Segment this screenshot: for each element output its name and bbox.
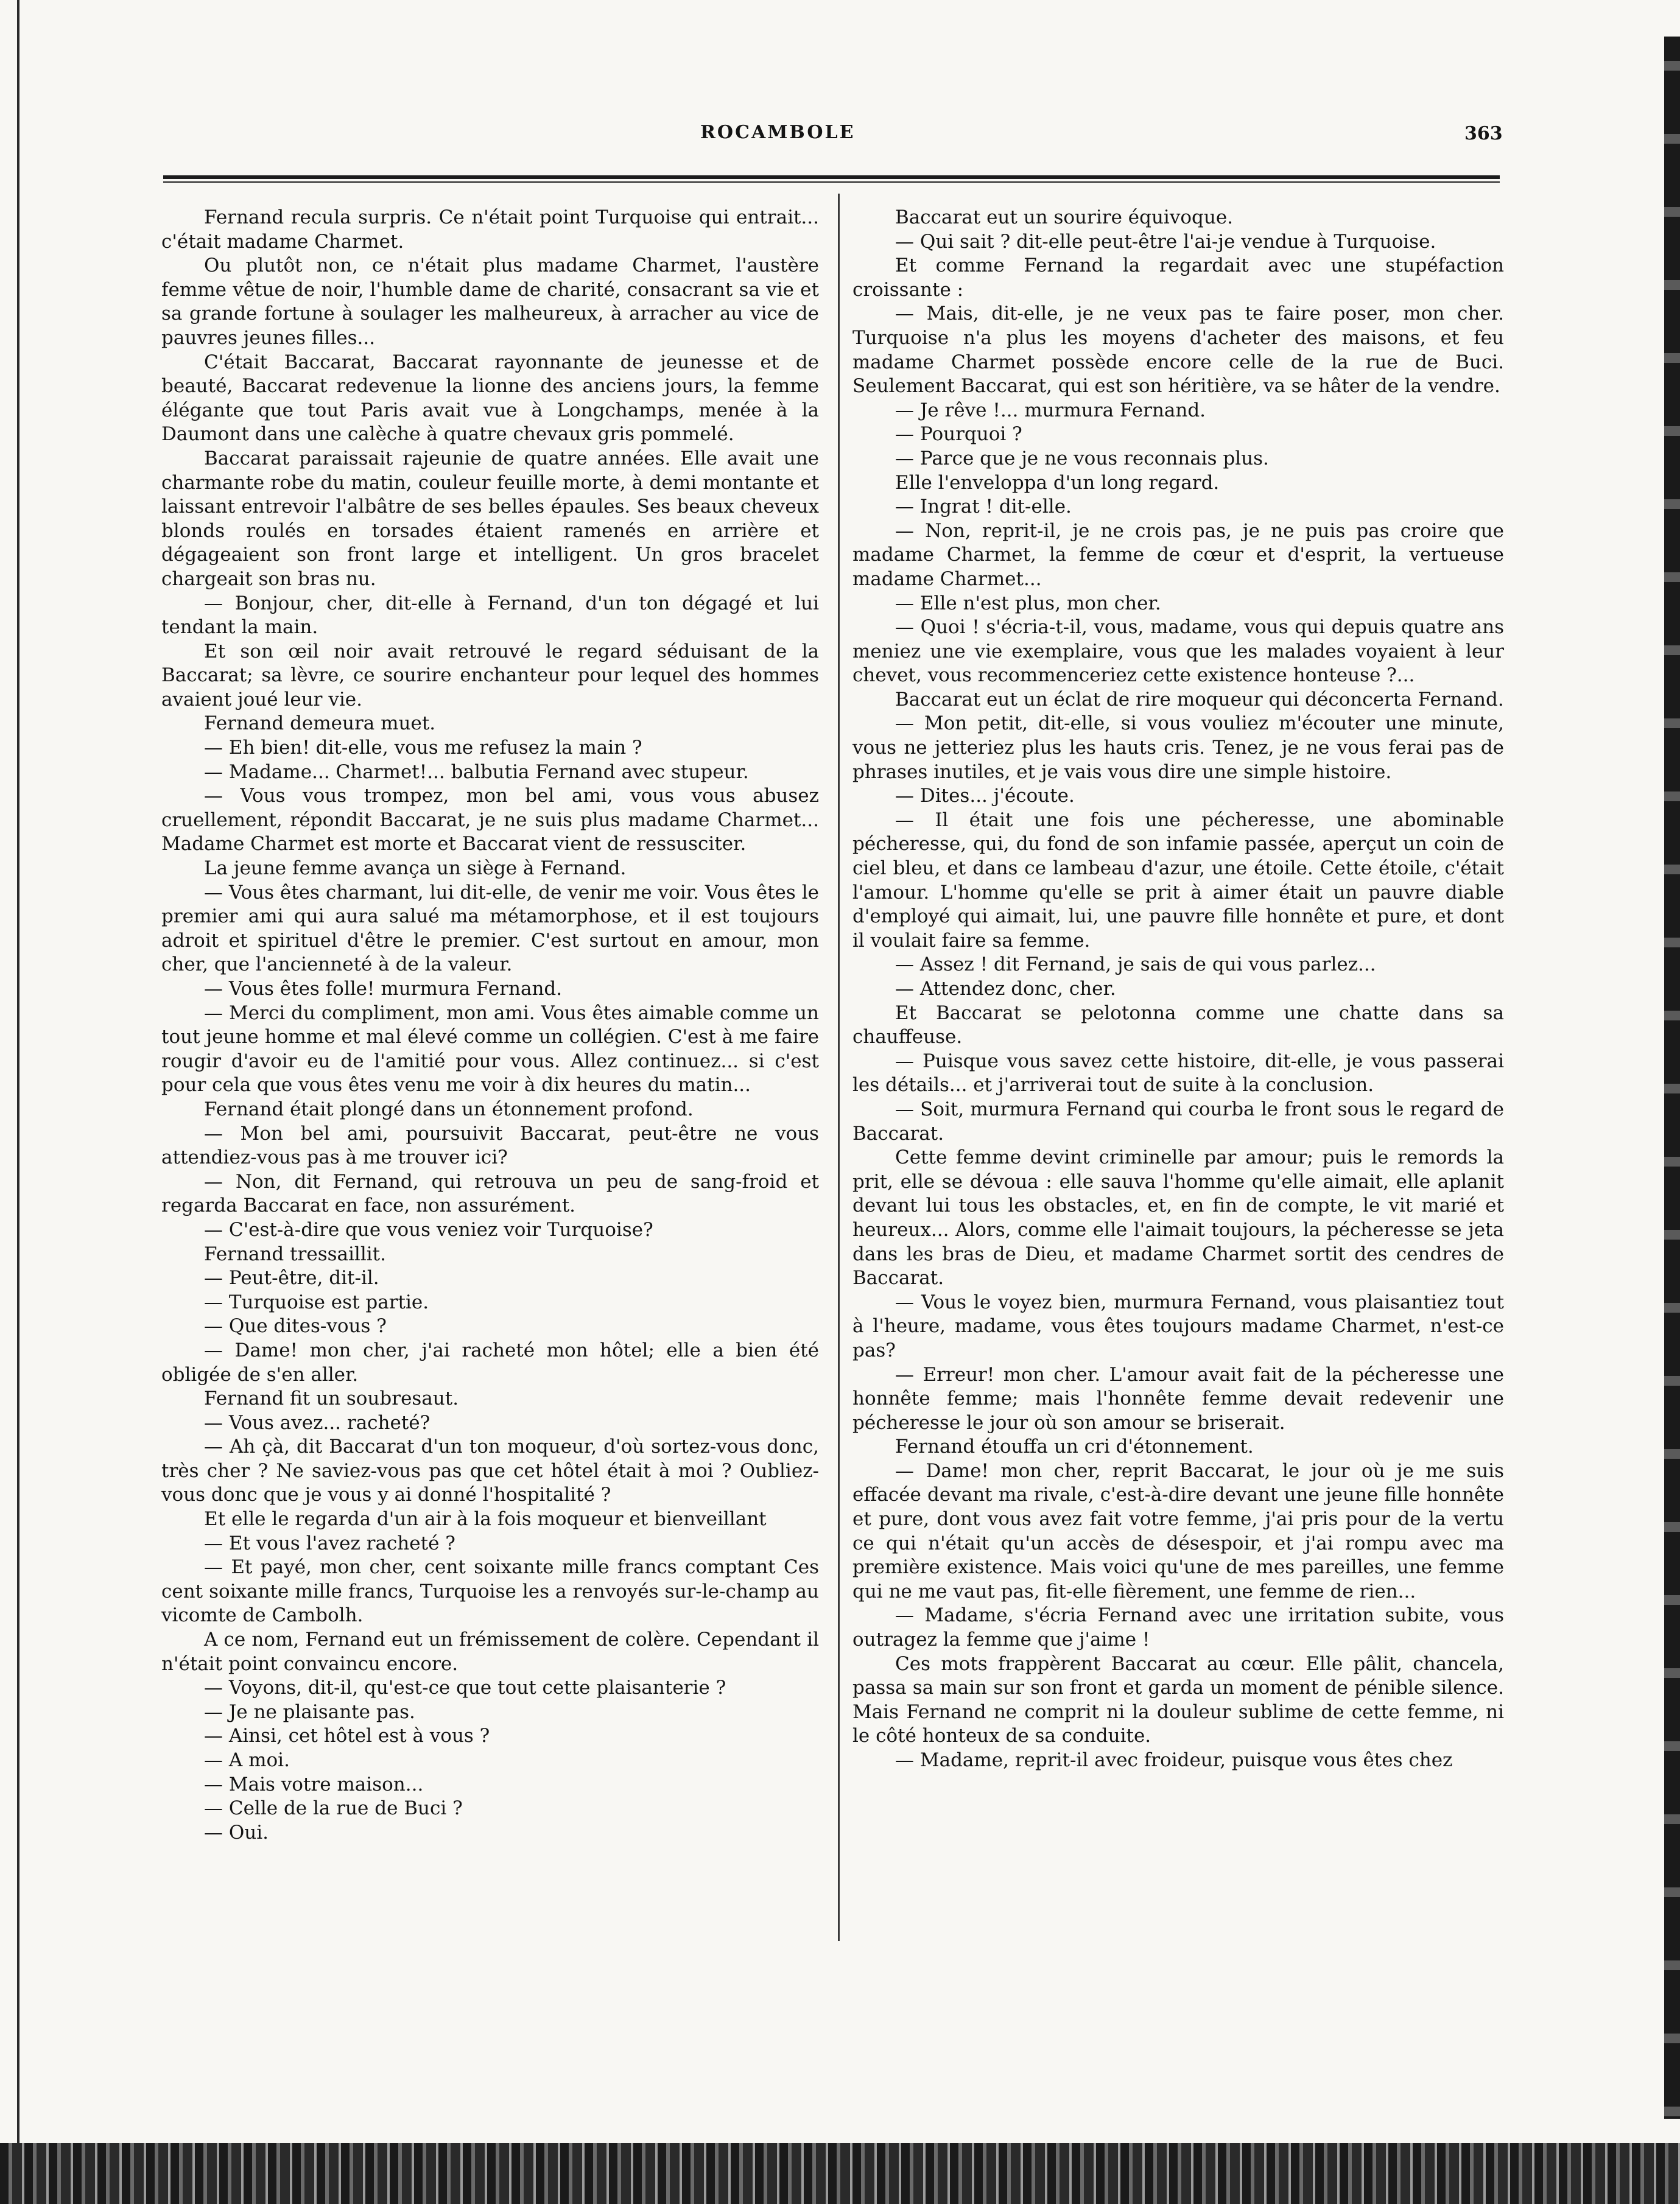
paragraph: — Non, dit Fernand, qui retrouva un peu de sang-froid et regarda Baccarat en face, non assurément. <box>161 1170 819 1217</box>
header-rule <box>163 175 1500 183</box>
paragraph: Fernand étouffa un cri d'étonnement. <box>895 1436 1254 1458</box>
paragraph: — Ah çà, dit Baccarat d'un ton moqueur, d'où sortez-vous donc, très cher ? Ne saviez-vous pas que cet hôtel était à moi ? Oubliez-vous donc que je vous y ai donné l'hospitalité ? <box>161 1436 819 1506</box>
right-scan-edge <box>1664 37 1680 2119</box>
paragraph: — Vous vous trompez, mon bel ami, vous vous abusez cruellement, répondit Baccarat, je ne suis plus madame Charmet... Madame Charmet est morte et Baccarat vient de ressusciter. <box>161 785 819 855</box>
paragraph: — Vous avez... racheté? <box>204 1411 431 1434</box>
paragraph: — Qui sait ? dit-elle peut-être l'ai-je vendue à Turquoise. <box>895 230 1436 253</box>
paragraph: — A moi. <box>204 1749 290 1771</box>
paragraph: Et Baccarat se pelotonna comme une chatte dans sa chauffeuse. <box>852 1002 1504 1048</box>
paragraph: — Madame... Charmet!... balbutia Fernand avec stupeur. <box>204 760 749 783</box>
paragraph: — Turquoise est partie. <box>204 1291 429 1313</box>
paragraph: — Elle n'est plus, mon cher. <box>895 592 1161 614</box>
paragraph: — Erreur! mon cher. L'amour avait fait de la pécheresse une honnête femme; mais l'honnête femme devait redevenir une pécheresse le jour où son amour se briserait. <box>852 1363 1504 1434</box>
paragraph: — Mon bel ami, poursuivit Baccarat, peut-être ne vous attendiez-vous pas à me trouver ici? <box>161 1122 819 1169</box>
column-divider <box>838 194 840 1941</box>
paragraph: — Mon petit, dit-elle, si vous vouliez m'écouter une minute, vous ne jetteriez plus les hauts cris. Tenez, je ne vous ferai pas de phrases inutiles, et je vais vous dire une simple histoire. <box>852 712 1504 783</box>
paragraph: — Madame, s'écria Fernand avec une irritation subite, vous outragez la femme que j'aime ! <box>852 1604 1504 1651</box>
paragraph: — Et payé, mon cher, cent soixante mille francs comptant Ces cent soixante mille francs, Turquoise les a renvoyés sur-le-champ au vicomte de Cambolh. <box>161 1556 819 1627</box>
paragraph: — Que dites-vous ? <box>204 1315 387 1338</box>
paragraph: — Oui. <box>204 1821 269 1844</box>
paragraph: — Merci du compliment, mon ami. Vous êtes aimable comme un tout jeune homme et mal élevé comme un collégien. C'est à me faire rougir d'avoir eu de l'amitié pour vous. Allez continuez... si c'est pour cela que vous êtes venu me voir à dix heures du matin... <box>161 1002 819 1097</box>
paragraph: — Mais, dit-elle, je ne veux pas te faire poser, mon cher. Turquoise n'a plus les moyens d'acheter des maisons, et feu madame Charmet possède encore celle de la rue de Buci. Seulement Baccarat, qui est son héritière, va se hâter de la vendre. <box>852 303 1504 398</box>
paragraph: — Quoi ! s'écria-t-il, vous, madame, vous qui depuis quatre ans meniez une vie exemplaire, vous que les malades voyaient à leur chevet, vous recommenceriez cette existence honteuse ?... <box>852 616 1504 687</box>
paragraph: Et son œil noir avait retrouvé le regard séduisant de la Baccarat; sa lèvre, ce sourire enchanteur pour lequel des hommes avaient joué leur vie. <box>161 640 819 711</box>
paragraph: — Et vous l'avez racheté ? <box>204 1532 455 1554</box>
paragraph: — Je ne plaisante pas. <box>204 1700 415 1723</box>
scan-bottom-band <box>0 2143 1680 2204</box>
paragraph: Et elle le regarda d'un air à la fois moqueur et bienveillant <box>204 1508 767 1531</box>
paragraph: — Assez ! dit Fernand, je sais de qui vous parlez... <box>895 953 1376 976</box>
paragraph: — Non, reprit-il, je ne crois pas, je ne puis pas croire que madame Charmet, la femme de cœur et d'esprit, la vertueuse madame Charmet... <box>852 519 1504 590</box>
paragraph: Fernand tressaillit. <box>204 1243 386 1265</box>
paragraph: Fernand recula surpris. Ce n'était point Turquoise qui entrait... c'était madame Charmet. <box>161 206 819 253</box>
paragraph: — Dame! mon cher, j'ai racheté mon hôtel; elle a bien été obligée de s'en aller. <box>161 1339 819 1386</box>
paragraph: — Ainsi, cet hôtel est à vous ? <box>204 1725 490 1747</box>
paragraph: — Voyons, dit-il, qu'est-ce que tout cette plaisanterie ? <box>204 1677 726 1699</box>
paragraph: C'était Baccarat, Baccarat rayonnante de jeunesse et de beauté, Baccarat redevenue la lionne des anciens jours, la femme élégante que tout Paris avait vue à Longchamps, menée à la Daumont dans une calèche à quatre chevaux gris pommelé. <box>161 351 819 446</box>
paragraph: — C'est-à-dire que vous veniez voir Turquoise? <box>204 1218 653 1241</box>
paragraph: Fernand fit un soubresaut. <box>204 1388 459 1410</box>
paragraph: Elle l'enveloppa d'un long regard. <box>895 471 1220 494</box>
paragraph: La jeune femme avança un siège à Fernand. <box>204 857 627 880</box>
paragraph: — Mais votre maison... <box>204 1773 424 1795</box>
paragraph: — Puisque vous savez cette histoire, dit-elle, je vous passerai les détails... et j'arriverai tout de suite à la conclusion. <box>852 1050 1504 1097</box>
paragraph: — Dites... j'écoute. <box>895 785 1075 807</box>
paragraph: — Pourquoi ? <box>895 423 1022 446</box>
paragraph: — Celle de la rue de Buci ? <box>204 1797 463 1820</box>
paragraph: Baccarat eut un sourire équivoque. <box>895 206 1234 228</box>
column-left <box>161 206 819 1845</box>
paragraph: Cette femme devint criminelle par amour; puis le remords la prit, elle se dévoua : elle sauva l'homme qu'elle aimait, elle aplanit devant lui tous les obstacles, et, en fin de compte, le vit marié et heureux... Alors, comme elle l'aimait toujours, la pécheresse se jeta dans les bras de Dieu, et madame Charmet sortit des cendres de Baccarat. <box>852 1146 1504 1290</box>
column-right <box>852 206 1504 1773</box>
paragraph: — Peut-être, dit-il. <box>204 1267 379 1290</box>
paragraph: — Ingrat ! dit-elle. <box>895 496 1072 518</box>
paragraph: — Il était une fois une pécheresse, une abominable pécheresse, qui, du fond de son infamie passée, aperçut un coin de ciel bleu, et dans ce lambeau d'azur, une étoile. Cette étoile, c'était l'amour. L'homme qu'elle se prit à aimer était un pauvre diable d'employé qui aimait, lui, une pauvre fille honnête et pure, et dont il voulait faire sa femme. <box>852 809 1504 952</box>
paragraph: — Bonjour, cher, dit-elle à Fernand, d'un ton dégagé et lui tendant la main. <box>161 592 819 639</box>
left-scan-rule <box>17 0 19 2204</box>
paragraph: Et comme Fernand la regardait avec une stupéfaction croissante : <box>852 254 1504 301</box>
paragraph: Ces mots frappèrent Baccarat au cœur. Elle pâlit, chancela, passa sa main sur son front et garda un moment de pénible silence. Mais Fernand ne comprit ni la douleur sublime de cette femme, ni le côté honteux de sa conduite. <box>852 1652 1504 1747</box>
paragraph: Fernand était plongé dans un étonnement profond. <box>204 1098 694 1120</box>
paragraph: — Vous le voyez bien, murmura Fernand, vous plaisantiez tout à l'heure, madame, vous êtes toujours madame Charmet, n'est-ce pas? <box>852 1291 1504 1361</box>
page-number: 363 <box>1464 123 1503 144</box>
paragraph: — Je rêve !... murmura Fernand. <box>895 399 1206 421</box>
paragraph: Ou plutôt non, ce n'était plus madame Charmet, l'austère femme vêtue de noir, l'humble dame de charité, consacrant sa vie et sa grande fortune à soulager les malheureux, à arracher au vice de pauvres jeunes filles... <box>161 254 819 349</box>
paragraph: — Vous êtes charmant, lui dit-elle, de venir me voir. Vous êtes le premier ami qui aura salué ma métamorphose, et il est toujours adroit et spirituel d'être le premier. C'est surtout en amour, mon cher, que l'ancienneté à de la valeur. <box>161 881 819 976</box>
paragraph: — Vous êtes folle! murmura Fernand. <box>204 978 563 1000</box>
paragraph: — Madame, reprit-il avec froideur, puisque vous êtes chez <box>895 1749 1453 1771</box>
paragraph: — Soit, murmura Fernand qui courba le front sous le regard de Baccarat. <box>852 1098 1504 1145</box>
paragraph: — Eh bien! dit-elle, vous me refusez la main ? <box>204 737 642 759</box>
paragraph: — Dame! mon cher, reprit Baccarat, le jour où je me suis effacée devant ma rivale, c'est-à-dire devant une jeune fille honnête et pure, dont vous avez fait votre femme, j'ai pris pour de la vertu ce qui n'était qu'un accès de désespoir, et j'ai rompu avec ma première existence. Mais voici qu'une de mes pareilles, une femme qui ne me vaut pas, fit-elle fièrement, une femme de rien... <box>852 1459 1504 1602</box>
paragraph: — Attendez donc, cher. <box>895 978 1116 1000</box>
paragraph: Baccarat paraissait rajeunie de quatre années. Elle avait une charmante robe du matin, couleur feuille morte, à demi montante et laissant entrevoir l'albâtre de ses belles épaules. Ses beaux cheveux blonds roulés en torsades étaient ramenés en arrière et dégageaient son front large et intelligent. Un gros bracelet chargeait son bras nu. <box>161 447 819 590</box>
paragraph: A ce nom, Fernand eut un frémissement de colère. Cependant il n'était point convaincu encore. <box>161 1629 819 1675</box>
paragraph: Baccarat eut un éclat de rire moqueur qui déconcerta Fernand. <box>895 688 1504 711</box>
paragraph: — Parce que je ne vous reconnais plus. <box>895 447 1269 469</box>
running-head: ROCAMBOLE <box>700 122 856 143</box>
paragraph: Fernand demeura muet. <box>204 712 436 735</box>
